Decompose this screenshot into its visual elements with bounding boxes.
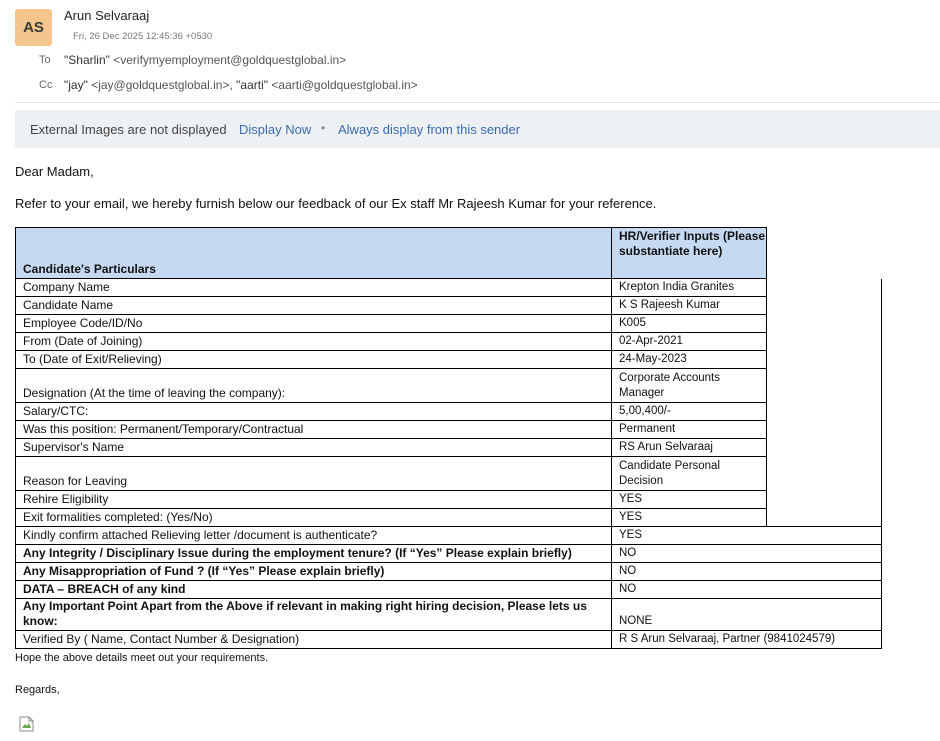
row-extra-cell	[767, 439, 882, 457]
row-label: Salary/CTC:	[16, 403, 612, 421]
row-label: Company Name	[16, 279, 612, 297]
row-extra-cell	[767, 279, 882, 297]
row-extra-cell	[767, 457, 882, 491]
cc-address-2: <aarti@goldquestglobal.in>	[271, 78, 418, 92]
row-extra-cell	[767, 509, 882, 527]
row-extra-cell	[767, 315, 882, 333]
table-row	[16, 581, 882, 599]
row-value: Permanent	[612, 421, 767, 439]
table-row	[16, 439, 882, 457]
banner-separator: •	[321, 121, 326, 135]
feedback-table	[15, 227, 882, 649]
display-now-link[interactable]: Display Now	[239, 122, 312, 137]
row-value: NONE	[612, 599, 882, 631]
table-row	[16, 599, 882, 631]
closing-line: Hope the above details meet out your requirements.	[15, 652, 269, 664]
sender-avatar[interactable]: AS	[15, 9, 52, 46]
table-row	[16, 333, 882, 351]
row-value: R S Arun Selvaraaj, Partner (9841024579)	[612, 631, 882, 649]
table-row	[16, 421, 882, 439]
intro-paragraph: Refer to your email, we hereby furnish below our feedback of our Ex staff Mr Rajeesh Kumar for your reference.	[15, 196, 657, 211]
row-value: 5,00,400/-	[612, 403, 767, 421]
external-images-notice: External Images are not displayed	[30, 122, 227, 137]
cc-address-1: <jay@goldquestglobal.in>,	[91, 78, 233, 92]
cc-recipients[interactable]	[64, 78, 418, 92]
cc-label: Cc	[39, 79, 53, 91]
row-value: YES	[612, 491, 767, 509]
row-label: Employee Code/ID/No	[16, 315, 612, 333]
table-row	[16, 631, 882, 649]
external-images-banner	[15, 110, 940, 148]
table-row	[16, 527, 882, 545]
row-label: Supervisor's Name	[16, 439, 612, 457]
email-header	[15, 6, 940, 103]
to-label: To	[39, 54, 51, 66]
to-recipient[interactable]	[64, 53, 346, 67]
row-value: RS Arun Selvaraaj	[612, 439, 767, 457]
row-label: Verified By ( Name, Contact Number & Designation)	[16, 631, 612, 649]
row-value: NO	[612, 563, 882, 581]
row-label: Kindly confirm attached Relieving letter /document is authenticate?	[16, 527, 612, 545]
row-label: Was this position: Permanent/Temporary/Contractual	[16, 421, 612, 439]
row-extra-cell	[767, 403, 882, 421]
row-extra-cell	[767, 333, 882, 351]
table-row	[16, 403, 882, 421]
row-label: To (Date of Exit/Relieving)	[16, 351, 612, 369]
table-row	[16, 509, 882, 527]
header-empty-cell	[767, 228, 882, 279]
table-row	[16, 491, 882, 509]
row-extra-cell	[767, 491, 882, 509]
sender-name[interactable]: Arun Selvaraaj	[64, 8, 150, 23]
row-value: Candidate Personal Decision	[612, 457, 767, 491]
email-date: Fri, 26 Dec 2025 12:45:36 +0530	[73, 31, 213, 42]
row-value: K S Rajeesh Kumar	[612, 297, 767, 315]
row-label: From (Date of Joining)	[16, 333, 612, 351]
row-label: Rehire Eligibility	[16, 491, 612, 509]
row-value: NO	[612, 545, 882, 563]
row-value: 24-May-2023	[612, 351, 767, 369]
cc-name-1: "jay"	[64, 78, 88, 92]
row-value: 02-Apr-2021	[612, 333, 767, 351]
header-candidate-particulars: Candidate's Particulars	[16, 228, 612, 279]
table-row	[16, 297, 882, 315]
table-row	[16, 545, 882, 563]
table-row	[16, 457, 882, 491]
row-label: DATA – BREACH of any kind	[16, 581, 612, 599]
header-verifier-inputs: HR/Verifier Inputs (Please substantiate here)	[612, 228, 767, 279]
row-extra-cell	[767, 369, 882, 403]
regards: Regards,	[15, 684, 60, 696]
row-value: YES	[612, 527, 882, 545]
table-header-row	[16, 228, 882, 279]
cc-name-2: "aarti"	[236, 78, 269, 92]
row-value: K005	[612, 315, 767, 333]
row-label: Candidate Name	[16, 297, 612, 315]
table-row	[16, 279, 882, 297]
row-value: Krepton India Granites	[612, 279, 767, 297]
table-row	[16, 369, 882, 403]
to-name: "Sharlin"	[64, 53, 110, 67]
to-address: <verifymyemployment@goldquestglobal.in>	[113, 53, 347, 67]
table-row	[16, 563, 882, 581]
row-label: Any Misappropriation of Fund ? (If “Yes” Please explain briefly)	[16, 563, 612, 581]
row-label: Exit formalities completed: (Yes/No)	[16, 509, 612, 527]
table-row	[16, 351, 882, 369]
greeting: Dear Madam,	[15, 164, 94, 179]
row-value: YES	[612, 509, 767, 527]
always-display-link[interactable]: Always display from this sender	[338, 122, 521, 137]
table-row	[16, 315, 882, 333]
row-label: Designation (At the time of leaving the company):	[16, 369, 612, 403]
row-label: Any Integrity / Disciplinary Issue during the employment tenure? (If “Yes” Please explain briefly)	[16, 545, 612, 563]
row-label: Reason for Leaving	[16, 457, 612, 491]
row-extra-cell	[767, 421, 882, 439]
row-value: Corporate Accounts Manager	[612, 369, 767, 403]
broken-image-icon	[19, 716, 34, 732]
row-extra-cell	[767, 351, 882, 369]
row-extra-cell	[767, 297, 882, 315]
row-value: NO	[612, 581, 882, 599]
row-label: Any Important Point Apart from the Above if relevant in making right hiring decision, Please lets us know:	[16, 599, 612, 631]
